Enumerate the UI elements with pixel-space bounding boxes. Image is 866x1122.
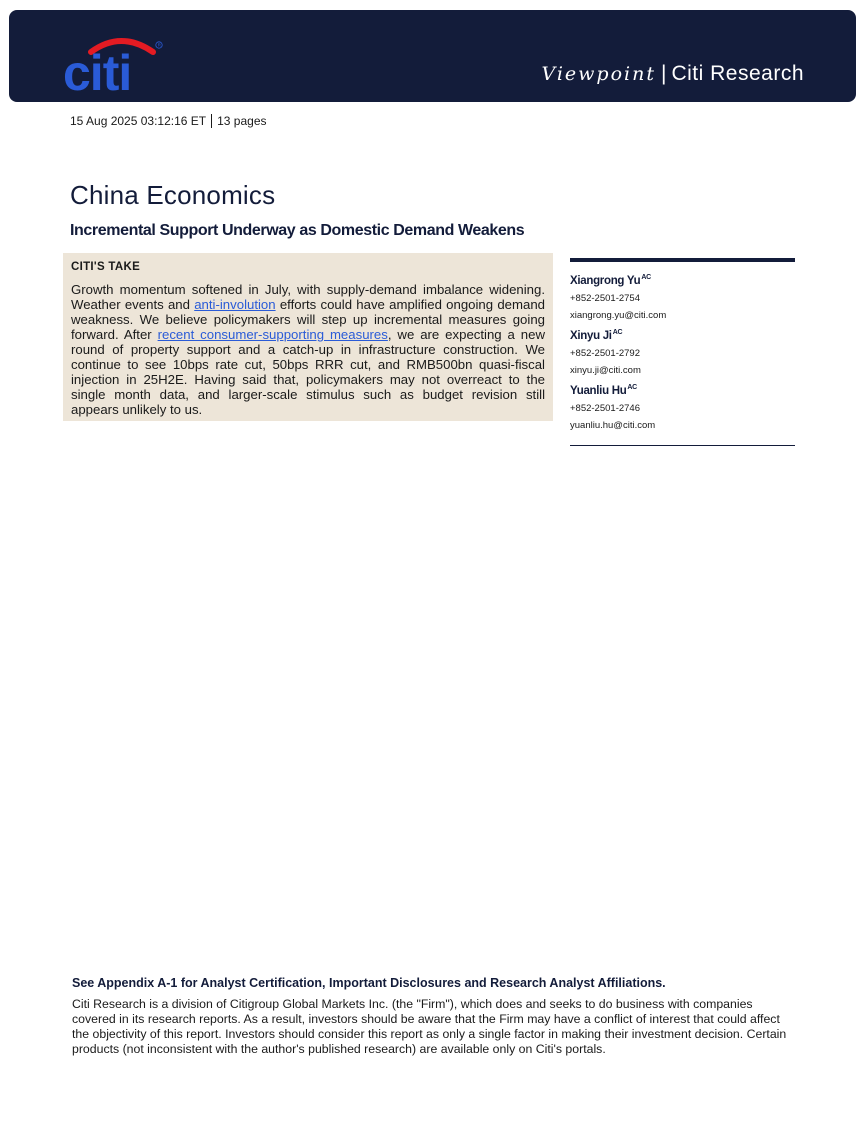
author-name-text: Yuanliu Hu [570,385,627,397]
svg-text:R: R [157,42,161,48]
author-phone: +852-2501-2792 [570,348,640,359]
author-card [570,329,641,376]
author-name-text: Xiangrong Yu [570,275,641,287]
author-name [570,384,655,397]
author-phone: +852-2501-2754 [570,293,640,304]
citi-logo [61,32,171,96]
analyst-cert-mark: AC [627,384,637,391]
svg-text:citi: citi [63,45,132,96]
take-text-2: efforts could have amplified ongoing demand weakness. We believe policymakers will step up incremental measures going forward. After [71,297,545,342]
take-label: CITI'S TAKE [71,261,141,273]
disclaimer-body: Citi Research is a division of Citigroup Global Markets Inc. (the "Firm"), which does and seeks to do business with companies covered in its research reports. As a result, investors should be aware that the Firm may have a conflict of interest that could affect the objectivity of this report. Investors should consider this report as only a single factor in making their investment decision. Certain products (not inconsistent with the author's published research) are available only on Citi's portals. [72,997,787,1056]
meta-divider [211,114,212,128]
viewpoint-word: Viewpoint [541,63,656,85]
viewpoint-title [541,62,804,86]
citis-take-box [63,253,553,421]
page-subtitle: Incremental Support Underway as Domestic Demand Weakens [70,222,525,239]
take-text-1: Growth momentum softened in July, with supply-demand imbalance widening. Weather events and [71,282,545,312]
author-card [570,274,666,321]
timestamp: 15 Aug 2025 03:12:16 ET [70,114,207,128]
author-panel [570,258,795,446]
disclaimer-heading: See Appendix A-1 for Analyst Certification, Important Disclosures and Research Analyst Affiliations. [72,976,666,990]
author-email[interactable]: xinyu.ji@citi.com [570,365,641,376]
author-phone: +852-2501-2746 [570,403,640,414]
consumer-measures-link[interactable]: recent consumer-supporting measures [157,327,388,342]
take-text-3: , we are expecting a new round of property support and a catch-up in infrastructure construction. We continue to see 10bps rate cut, 50bps RRR cut, and RMB500bn quasi-fiscal injection in 25H2E. Having said that, policymakers may not overreact to the single month data, and larger-scale stimulus such as budget revision still appears unlikely to us. [71,327,545,417]
report-meta [70,114,267,128]
page-count: 13 pages [217,114,267,128]
author-email[interactable]: yuanliu.hu@citi.com [570,420,656,431]
anti-involution-link[interactable]: anti-involution [194,297,276,312]
author-name [570,329,641,342]
title-separator: | [660,62,667,85]
author-email[interactable]: xiangrong.yu@citi.com [570,310,667,321]
analyst-cert-mark: AC [612,329,623,336]
author-name-text: Xinyu Ji [570,330,612,342]
take-paragraph [71,282,545,417]
analyst-cert-mark: AC [641,274,651,281]
author-card [570,384,655,431]
brand-name: Citi Research [671,62,804,85]
header-bar [9,10,856,102]
page-title: China Economics [70,180,276,210]
author-name [570,274,666,287]
